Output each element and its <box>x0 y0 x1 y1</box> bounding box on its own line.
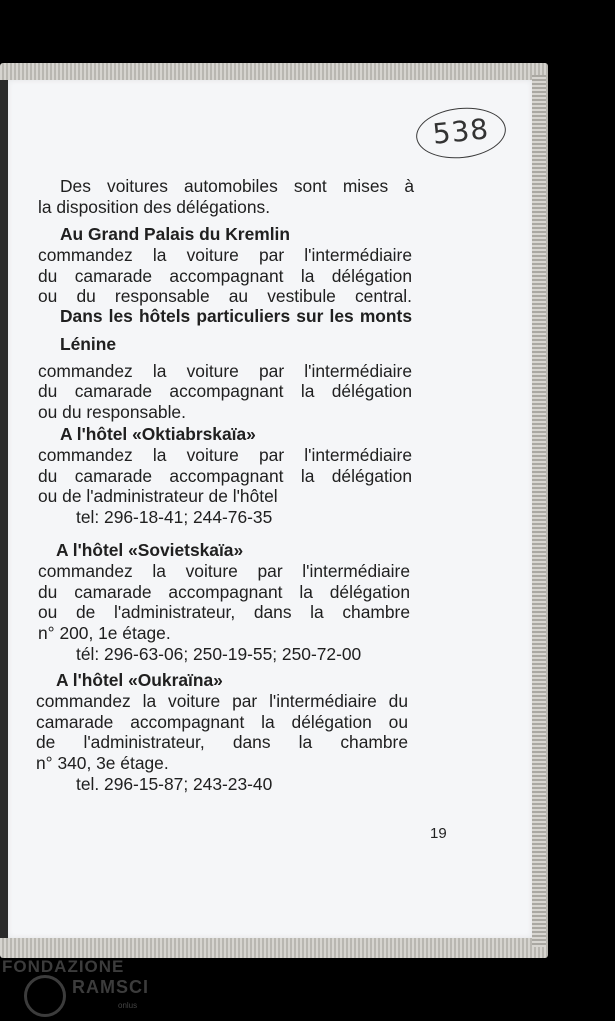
text-line: ou du responsable. <box>38 402 186 423</box>
text-line: du camarade accompagnant la délégation <box>38 581 410 602</box>
text-line: commandez la voiture par l'intermédiaire <box>38 360 412 381</box>
text-line: ou de l'administrateur de l'hôtel <box>38 486 278 507</box>
phone-line: tel: 296-18-41; 244-76-35 <box>76 507 273 528</box>
section-kremlin <box>38 224 412 307</box>
phone-line: tel. 296-15-87; 243-23-40 <box>76 773 273 794</box>
text-line: commandez la voiture par l'intermédiaire <box>38 560 410 581</box>
intro-paragraph <box>38 176 414 218</box>
watermark-line1: FONDAZIONE <box>2 957 125 976</box>
text-line: du camarade accompagnant la délégation <box>38 381 412 402</box>
text-line: ou de l'administrateur, dans la chambre <box>38 602 410 623</box>
section-oukraina <box>36 670 408 795</box>
section-oktiabrskaia <box>38 424 412 528</box>
section-heading: A l'hôtel «Oukraïna» <box>56 670 223 690</box>
text-line: camarade accompagnant la délégation ou <box>36 711 408 732</box>
section-heading: Dans les hôtels particuliers sur les monts <box>60 306 412 326</box>
text-line: commandez la voiture par l'intermédiaire <box>38 444 412 465</box>
phone-line: tél: 296-63-06; 250-19-55; 250-72-00 <box>76 643 362 664</box>
text-line: n° 340, 3e étage. <box>36 753 169 774</box>
section-heading: A l'hôtel «Sovietskaïa» <box>56 540 244 560</box>
text-line: n° 200, 1e étage. <box>38 623 171 644</box>
watermark-line2: RAMSCI <box>72 977 149 997</box>
binding-edge <box>532 75 546 947</box>
section-heading: A l'hôtel «Oktiabrskaïa» <box>60 424 256 444</box>
text-line: commandez la voiture par l'intermédiaire <box>38 244 412 265</box>
g-ring-icon <box>24 975 66 1017</box>
watermark-logo <box>0 955 160 1021</box>
handwritten-number-text: 538 <box>431 112 491 151</box>
text-line: du camarade accompagnant la délégation <box>38 465 412 486</box>
text-line: du camarade accompagnant la délégation <box>38 265 412 286</box>
section-sovietskaia <box>38 540 410 665</box>
page-gutter <box>0 80 8 938</box>
watermark-line3: onlus <box>118 1001 138 1010</box>
text-line: Des voitures automobiles sont mises à <box>60 176 414 196</box>
text-line: la disposition des délégations. <box>38 196 271 217</box>
section-heading: Au Grand Palais du Kremlin <box>60 224 290 244</box>
section-monts-lenine <box>38 306 412 423</box>
text-line: ou du responsable au vestibule central. <box>38 286 412 307</box>
text-line: commandez la voiture par l'intermédiaire du <box>36 690 408 711</box>
text-line: de l'administrateur, dans la chambre <box>36 732 408 753</box>
section-heading: Lénine <box>60 333 117 354</box>
page-number: 19 <box>430 825 447 842</box>
